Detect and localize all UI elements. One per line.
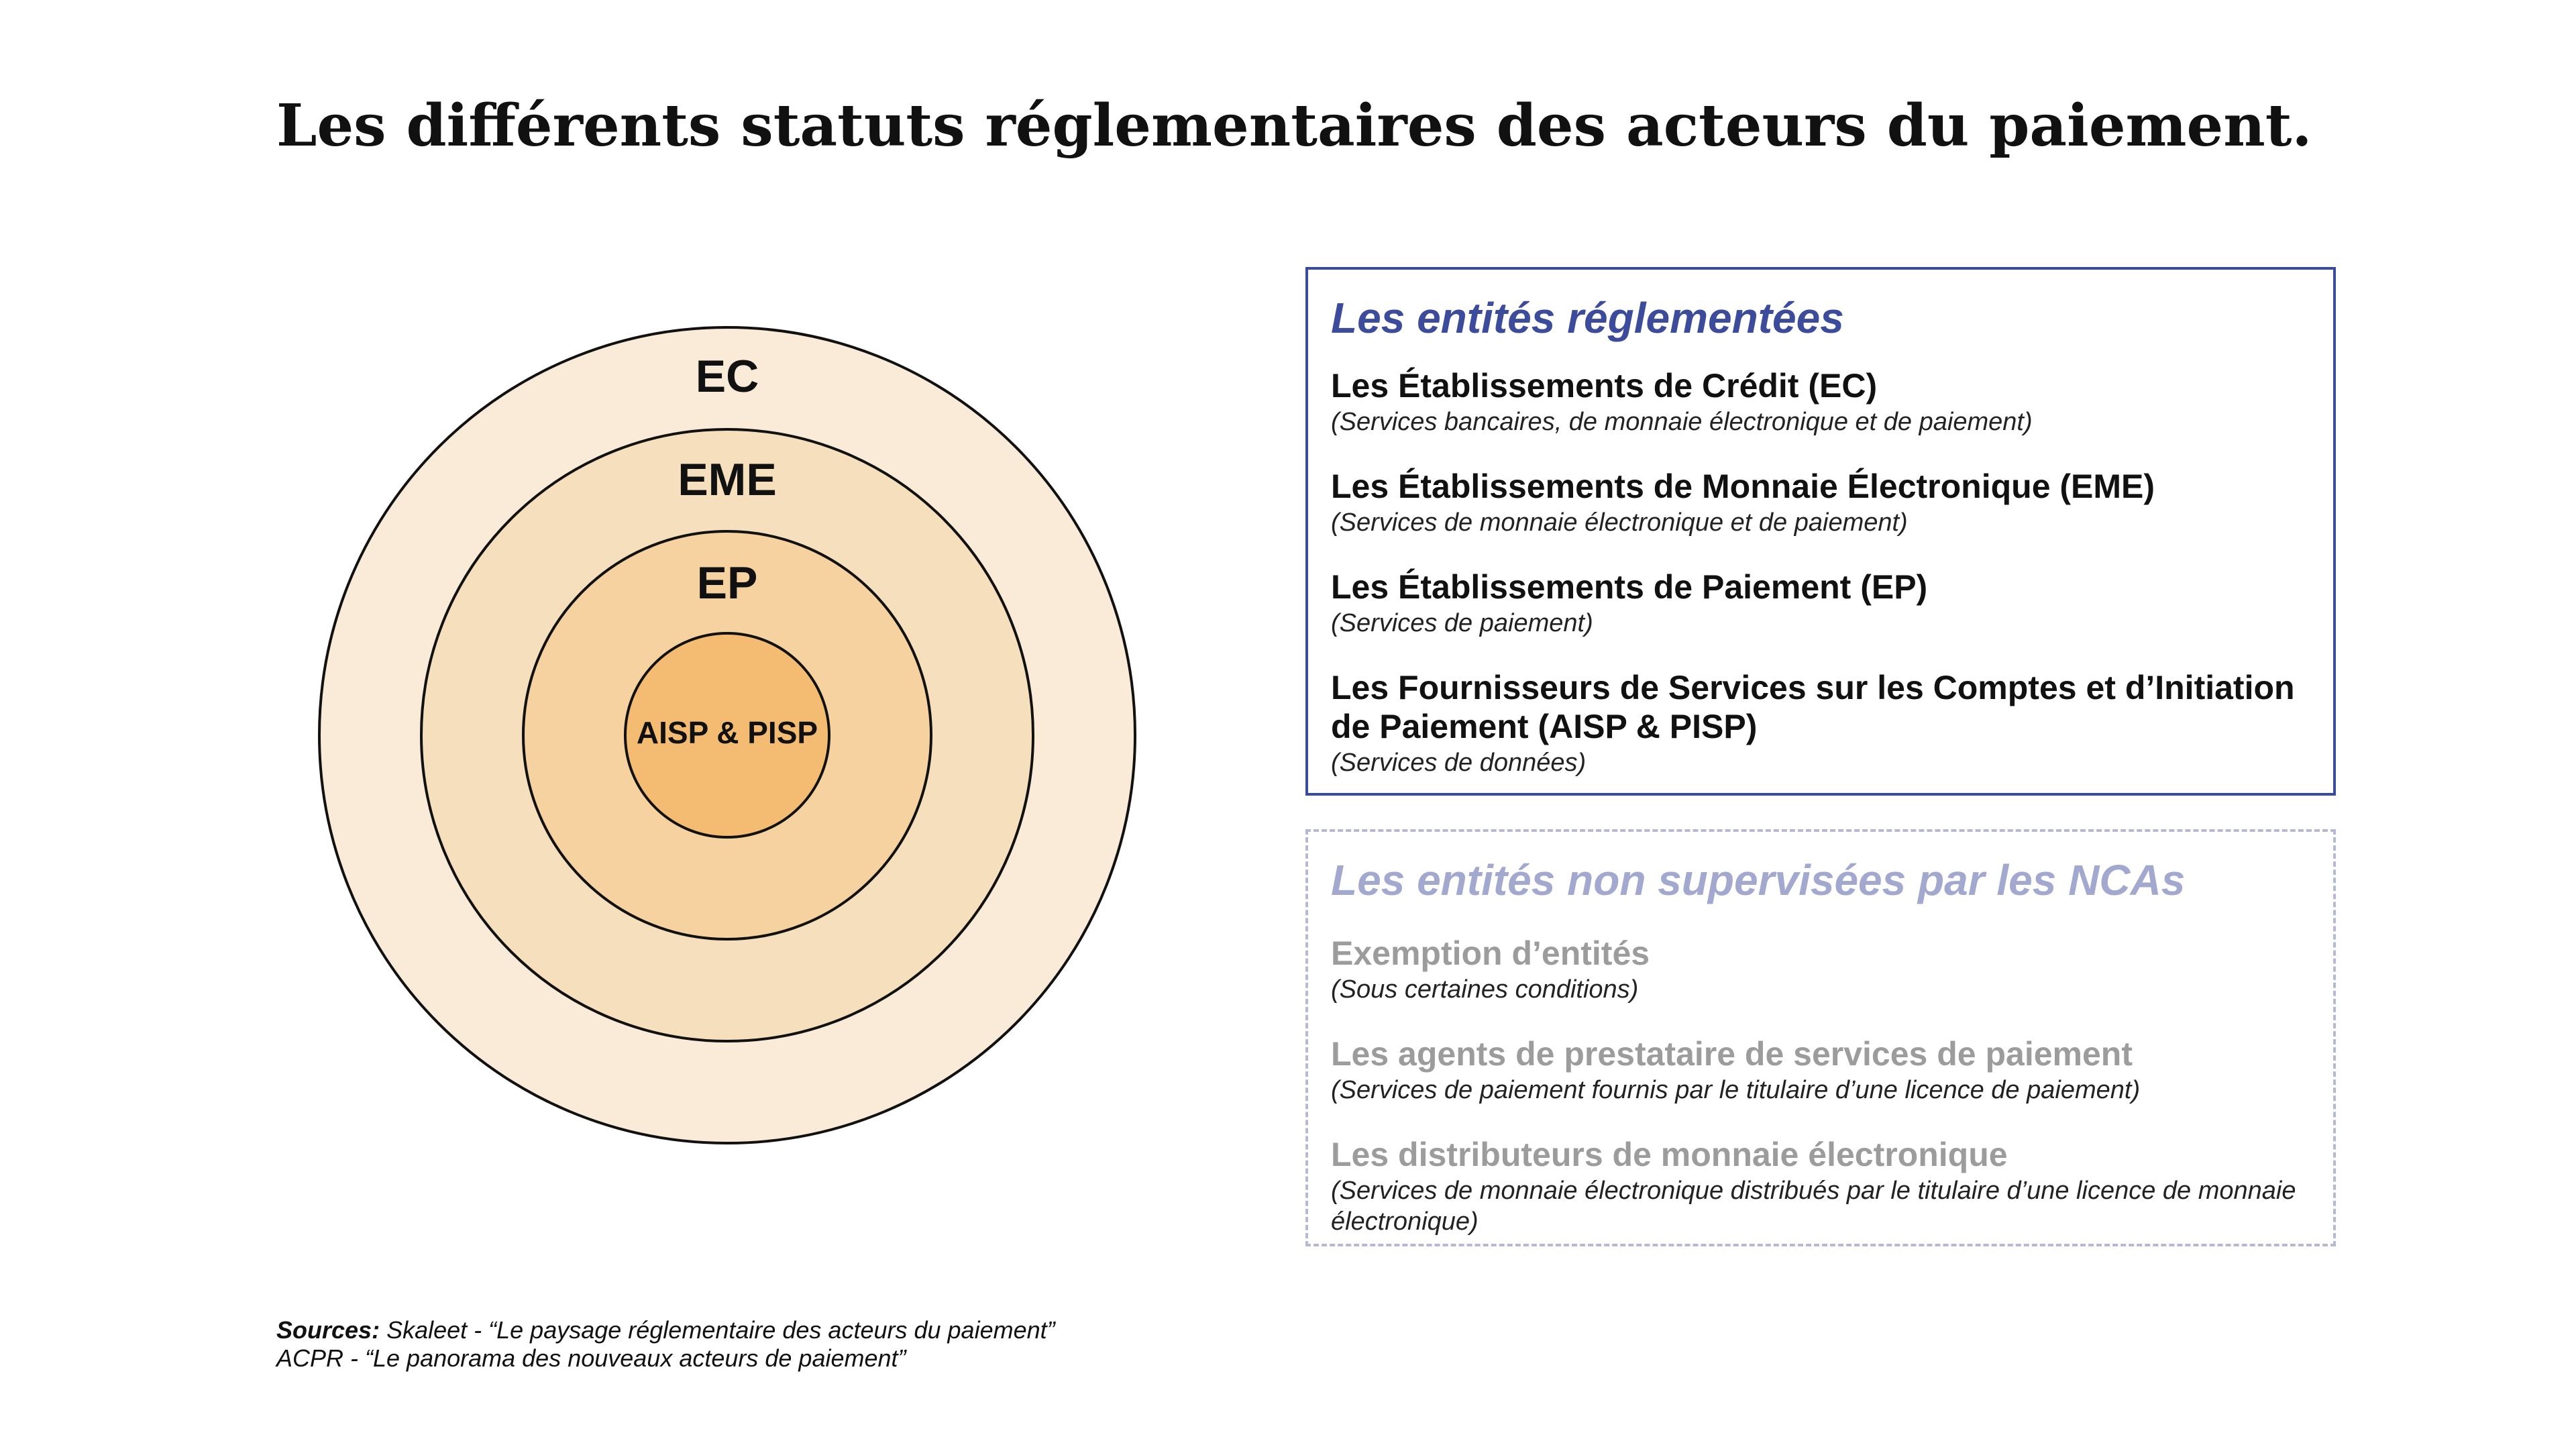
page-title: Les différents statuts réglementaires des acteurs du paiement.	[276, 92, 2312, 160]
item-name: Les Fournisseurs de Services sur les Comptes et d’Initiation de Paiement (AISP & PISP)	[1331, 669, 2295, 745]
regulated-entities-panel	[1305, 267, 2336, 796]
sources-line-2: ACPR - “Le panorama des nouveaux acteurs de paiement”	[276, 1344, 906, 1372]
non-supervised-title: Les entités non supervisées par les NCAs	[1331, 856, 2186, 904]
ring-label-ep: EP	[696, 557, 758, 608]
item-name: Exemption d’entités	[1331, 934, 1650, 972]
sources-text-1: Skaleet - “Le paysage réglementaire des acteurs du paiement”	[380, 1316, 1055, 1344]
list-item	[1331, 568, 2310, 639]
item-desc: (Services bancaires, de monnaie électronique et de paiement)	[1331, 408, 2033, 436]
non-supervised-entities-panel	[1305, 829, 2336, 1246]
sources-line-1	[276, 1316, 1055, 1344]
sources-note	[276, 1316, 1055, 1373]
item-name: Les agents de prestataire de services de paiement	[1331, 1035, 2133, 1073]
item-name: Les distributeurs de monnaie électronique	[1331, 1136, 2008, 1173]
item-desc: (Services de paiement)	[1331, 609, 1593, 637]
item-name: Les Établissements de Crédit (EC)	[1331, 367, 1878, 405]
list-item	[1331, 1034, 2310, 1106]
list-item	[1331, 1135, 2310, 1237]
item-desc: (Services de monnaie électronique et de paiement)	[1331, 509, 1908, 537]
concentric-diagram	[0, 0, 1208, 1181]
item-desc: (Services de monnaie électronique distribués par le titulaire d’une licence de monnaie électronique)	[1331, 1177, 2296, 1236]
item-name: Les Établissements de Monnaie Électronique (EME)	[1331, 468, 2155, 505]
item-desc: (Services de paiement fournis par le titulaire d’une licence de paiement)	[1331, 1076, 2141, 1104]
regulated-title: Les entités réglementées	[1331, 294, 1844, 342]
list-item	[1331, 668, 2310, 778]
list-item	[1331, 366, 2310, 437]
list-item	[1331, 467, 2310, 538]
item-name: Les Établissements de Paiement (EP)	[1331, 568, 1928, 606]
ring-label-aisp-pisp: AISP & PISP	[636, 715, 818, 751]
item-desc: (Services de données)	[1331, 749, 1587, 777]
ring-label-eme: EME	[678, 453, 777, 505]
item-desc: (Sous certaines conditions)	[1331, 975, 1639, 1004]
list-item	[1331, 934, 2310, 1005]
sources-label: Sources:	[276, 1316, 380, 1344]
ring-label-ec: EC	[695, 350, 759, 402]
